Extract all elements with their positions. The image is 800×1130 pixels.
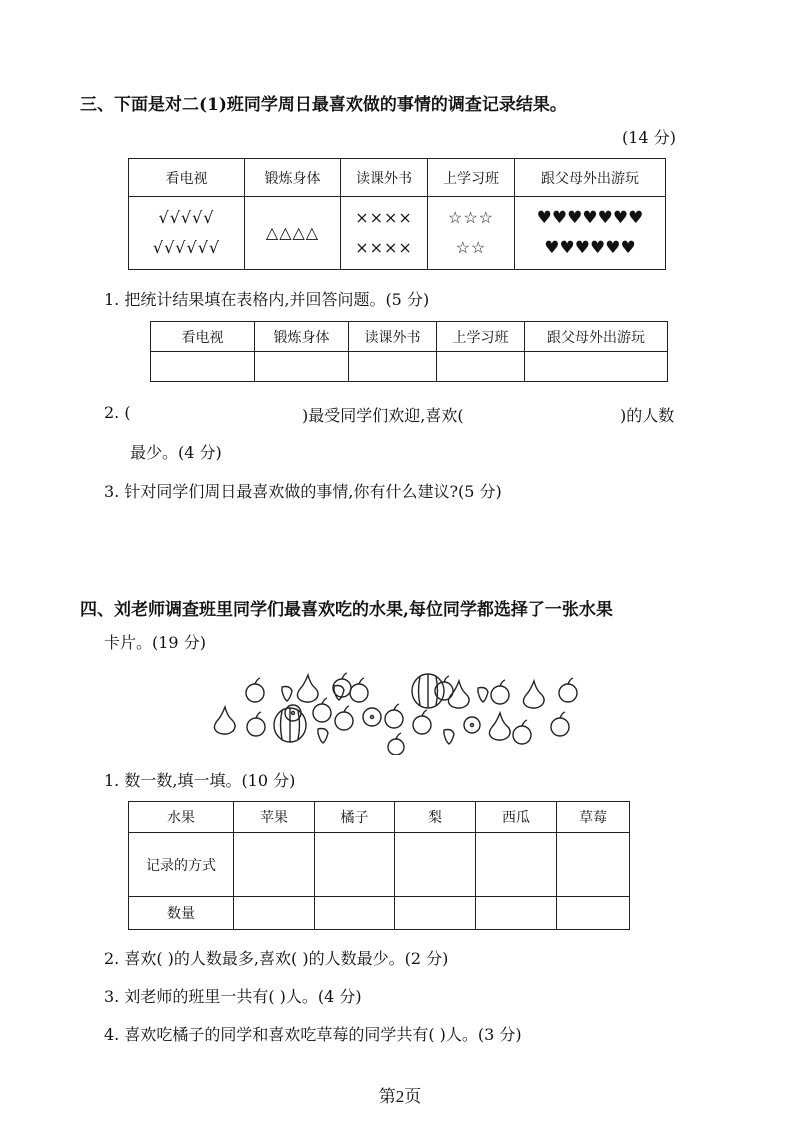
fruit-count-table <box>128 801 630 930</box>
record-cell-pear[interactable] <box>395 833 476 897</box>
pear-icon <box>489 713 510 740</box>
fill-cell-class[interactable] <box>437 352 525 382</box>
fill-cell-tv[interactable] <box>151 352 255 382</box>
count-cell-watermelon[interactable] <box>476 897 557 930</box>
fruit-header-orange: 橘子 <box>315 802 395 833</box>
apple-icon <box>413 710 431 734</box>
answer-blank-most-popular[interactable] <box>140 402 300 424</box>
tv-marks-row2: √√√√√√ <box>152 238 221 257</box>
fill-header-reading: 读课外书 <box>349 322 437 352</box>
pear-icon <box>297 675 318 702</box>
section4-question1: 1. 数一数,填一填。(10 分) <box>104 771 296 790</box>
outing-marks-row2: ♥♥♥♥♥♥ <box>544 238 636 258</box>
count-cell-strawberry[interactable] <box>557 897 630 930</box>
fruit-header-pear: 梨 <box>395 802 476 833</box>
fill-header-outing: 跟父母外出游玩 <box>525 322 668 352</box>
section3-title: 三、下面是对二(1)班同学周日最喜欢做的事情的调查记录结果。 <box>80 95 567 115</box>
strawberry-icon <box>444 730 454 745</box>
fill-cell-reading[interactable] <box>349 352 437 382</box>
section3-score: (14 分) <box>622 128 676 147</box>
fruit-header-watermelon: 西瓜 <box>476 802 557 833</box>
section3-question3: 3. 针对同学们周日最喜欢做的事情,你有什么建议?(5 分) <box>104 482 502 501</box>
fruit-header-label: 水果 <box>129 802 234 833</box>
fruit-cards-illustration <box>200 655 600 755</box>
strawberry-icon <box>478 688 488 703</box>
reading-marks-row1: ×××× <box>355 208 413 227</box>
row-label-record-method: 记录的方式 <box>129 833 234 897</box>
fill-header-tv: 看电视 <box>151 322 255 352</box>
survey-record-table <box>128 158 666 270</box>
count-cell-apple[interactable] <box>234 897 315 930</box>
page-number: 第2页 <box>378 1087 422 1106</box>
header-outing: 跟父母外出游玩 <box>515 159 666 197</box>
apple-icon <box>513 720 531 744</box>
header-exercise: 锻炼身体 <box>245 159 341 197</box>
section4-question2: 2. 喜欢( )的人数最多,喜欢( )的人数最少。(2 分) <box>104 949 449 968</box>
count-cell-orange[interactable] <box>315 897 395 930</box>
fruit-header-strawberry: 草莓 <box>557 802 630 833</box>
apple-icon <box>551 712 569 736</box>
class-marks-row2: ☆☆ <box>455 238 487 257</box>
record-cell-strawberry[interactable] <box>557 833 630 897</box>
header-class: 上学习班 <box>428 159 515 197</box>
fruit-header-apple: 苹果 <box>234 802 315 833</box>
fill-cell-exercise[interactable] <box>255 352 349 382</box>
section3-question2-part3: )的人数 <box>620 406 675 425</box>
section3-question2-part2: )最受同学们欢迎,喜欢( <box>302 406 464 425</box>
class-marks-row1: ☆☆☆ <box>447 208 495 227</box>
outing-marks-row1: ♥♥♥♥♥♥♥ <box>536 208 644 228</box>
apple-icon <box>559 678 577 702</box>
fill-header-class: 上学习班 <box>437 322 525 352</box>
watermelon-icon <box>412 674 444 708</box>
apple-icon <box>246 678 264 702</box>
row-label-count: 数量 <box>129 897 234 930</box>
strawberry-icon <box>318 729 328 744</box>
section4-title-line1: 四、刘老师调查班里同学们最喜欢吃的水果,每位同学都选择了一张水果 <box>80 600 613 620</box>
apple-icon <box>350 678 368 702</box>
apple-icon <box>313 698 331 722</box>
fill-header-exercise: 锻炼身体 <box>255 322 349 352</box>
fill-cell-outing[interactable] <box>525 352 668 382</box>
section4-title-line2: 卡片。(19 分) <box>104 633 206 652</box>
exercise-marks: △△△△ <box>265 223 320 242</box>
header-reading: 读课外书 <box>341 159 428 197</box>
apple-icon <box>385 704 403 728</box>
count-cell-pear[interactable] <box>395 897 476 930</box>
orange-icon <box>363 708 381 726</box>
orange-icon <box>464 717 480 733</box>
apple-icon <box>388 733 404 755</box>
strawberry-icon <box>282 687 292 702</box>
section3-question2-part1: 2. ( <box>104 403 131 422</box>
answer-blank-least-popular[interactable] <box>496 402 616 424</box>
section4-question4: 4. 喜欢吃橘子的同学和喜欢吃草莓的同学共有( )人。(3 分) <box>104 1025 522 1044</box>
watermelon-icon <box>274 708 306 742</box>
section3-question1: 1. 把统计结果填在表格内,并回答问题。(5 分) <box>104 290 430 309</box>
pear-icon <box>214 707 235 734</box>
section3-question2-part4: 最少。(4 分) <box>130 443 222 462</box>
record-cell-watermelon[interactable] <box>476 833 557 897</box>
summary-fill-table <box>150 321 668 382</box>
apple-icon <box>247 712 265 736</box>
record-cell-orange[interactable] <box>315 833 395 897</box>
apple-icon <box>335 706 353 730</box>
section4-question3: 3. 刘老师的班里一共有( )人。(4 分) <box>104 987 362 1006</box>
pear-icon <box>523 681 544 708</box>
reading-marks-row2: ×××× <box>355 238 413 257</box>
tv-marks-row1: √√√√√ <box>158 208 215 227</box>
strawberry-icon <box>334 686 344 701</box>
apple-icon <box>491 680 509 704</box>
header-tv: 看电视 <box>129 159 245 197</box>
record-cell-apple[interactable] <box>234 833 315 897</box>
